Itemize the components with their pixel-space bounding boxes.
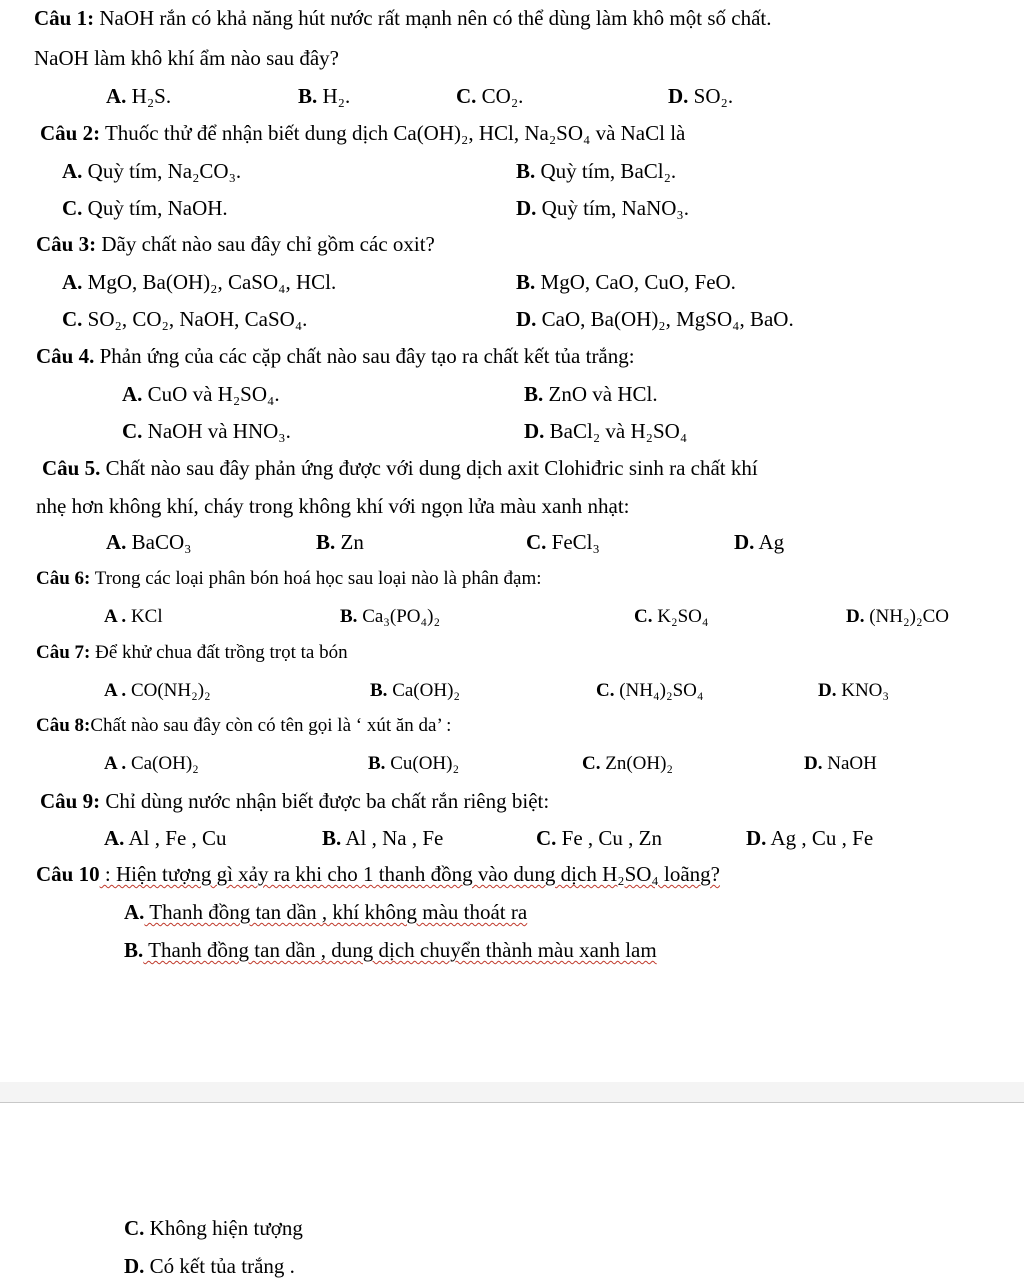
q4-option-a: A. CuO và H₂SO₄. (122, 382, 280, 406)
q1-option-d: D. SO₂. (668, 84, 734, 108)
q9-stem: Câu 9: Chỉ dùng nước nhận biết được ba chất rắn riêng biệt: (40, 789, 550, 813)
q4-option-b: B. ZnO và HCl. (524, 382, 658, 406)
q1-stem-line1: Câu 1: NaOH rắn có khả năng hút nước rất mạnh nên có thể dùng làm khô một số chất. (34, 6, 772, 30)
q1-label: Câu 1: (34, 6, 95, 30)
q1-option-b: B. H₂. (298, 84, 351, 108)
q6-option-c: C. K₂SO₄ (634, 606, 709, 627)
q4-stem: Câu 4. Phản ứng của các cặp chất nào sau đây tạo ra chất kết tủa trắng: (36, 344, 635, 368)
q2-option-d: D. Quỳ tím, NaNO₃. (516, 196, 689, 220)
q4-option-c: C. NaOH và HNO₃. (122, 419, 291, 443)
q10-option-b: B. Thanh đồng tan dần , dung dịch chuyển thành màu xanh lam (124, 938, 657, 962)
q8-option-c: C. Zn(OH)₂ (582, 753, 674, 774)
q9-option-d: D. Ag , Cu , Fe (746, 826, 874, 850)
q9-option-a: A. Al , Fe , Cu (104, 826, 227, 850)
page-break-gap (0, 1082, 1024, 1102)
q7-option-d: D. KNO₃ (818, 680, 890, 701)
q3-option-b: B. MgO, CaO, CuO, FeO. (516, 270, 736, 294)
q10-option-a: A. Thanh đồng tan dần , khí không màu thoát ra (124, 900, 528, 924)
q7-option-c: C. (NH₄)₂SO₄ (596, 680, 704, 701)
q6-option-b: B. Ca₃(PO₄)₂ (340, 606, 441, 627)
q3-option-a: A. MgO, Ba(OH)₂, CaSO₄, HCl. (62, 270, 337, 294)
q2-stem: Câu 2: Thuốc thử để nhận biết dung dịch Ca(OH)₂, HCl, Na₂SO₄ và NaCl là (40, 121, 686, 145)
q2-option-b: B. Quỳ tím, BaCl₂. (516, 159, 677, 183)
q5-stem-line2: nhẹ hơn không khí, cháy trong không khí với ngọn lửa màu xanh nhạt: (36, 494, 630, 518)
q1-stem-line2: NaOH làm khô khí ẩm nào sau đây? (34, 46, 340, 70)
q10-stem: Câu 10 : Hiện tượng gì xảy ra khi cho 1 thanh đồng vào dung dịch H₂SO₄ loãng? (36, 862, 720, 886)
q8-stem: Câu 8:Chất nào sau đây còn có tên gọi là ‘ xút ăn da’ : (36, 715, 452, 736)
q6-option-d: D. (NH₂)₂CO (846, 606, 949, 627)
q9-option-c: C. Fe , Cu , Zn (536, 826, 663, 850)
q2-option-c: C. Quỳ tím, NaOH. (62, 196, 228, 220)
q6-stem: Câu 6: Trong các loại phân bón hoá học sau loại nào là phân đạm: (36, 568, 542, 589)
q5-option-d: D. Ag (734, 530, 785, 554)
q5-option-c: C. FeCl₃ (526, 530, 600, 554)
page-break-bottom (0, 1102, 1024, 1103)
q3-stem: Câu 3: Dãy chất nào sau đây chỉ gồm các oxit? (36, 232, 435, 256)
q4-option-d: D. BaCl₂ và H₂SO₄ (524, 419, 688, 443)
q3-option-d: D. CaO, Ba(OH)₂, MgSO₄, BaO. (516, 307, 794, 331)
q10-option-c: C. Không hiện tượng (124, 1216, 303, 1240)
q1-option-a: A. H₂S. (106, 84, 172, 108)
q5-stem-line1: Câu 5. Chất nào sau đây phản ứng được với dung dịch axit Clohiđric sinh ra chất khí (42, 456, 758, 480)
q3-option-c: C. SO₂, CO₂, NaOH, CaSO₄. (62, 307, 308, 331)
q7-option-a: A . CO(NH₂)₂ (104, 680, 211, 701)
q2-option-a: A. Quỳ tím, Na₂CO₃. (62, 159, 242, 183)
q8-option-a: A . Ca(OH)₂ (104, 753, 199, 774)
q6-option-a: A . KCl (104, 606, 163, 627)
q5-option-a: A. BaCO₃ (106, 530, 192, 554)
q8-option-d: D. NaOH (804, 753, 877, 774)
q8-option-b: B. Cu(OH)₂ (368, 753, 460, 774)
q7-stem: Câu 7: Để khử chua đất trồng trọt ta bón (36, 642, 348, 663)
q10-option-d: D. Có kết tủa trắng . (124, 1254, 295, 1278)
q9-option-b: B. Al , Na , Fe (322, 826, 444, 850)
q1-option-c: C. CO₂. (456, 84, 524, 108)
q5-option-b: B. Zn (316, 530, 364, 554)
q7-option-b: B. Ca(OH)₂ (370, 680, 461, 701)
